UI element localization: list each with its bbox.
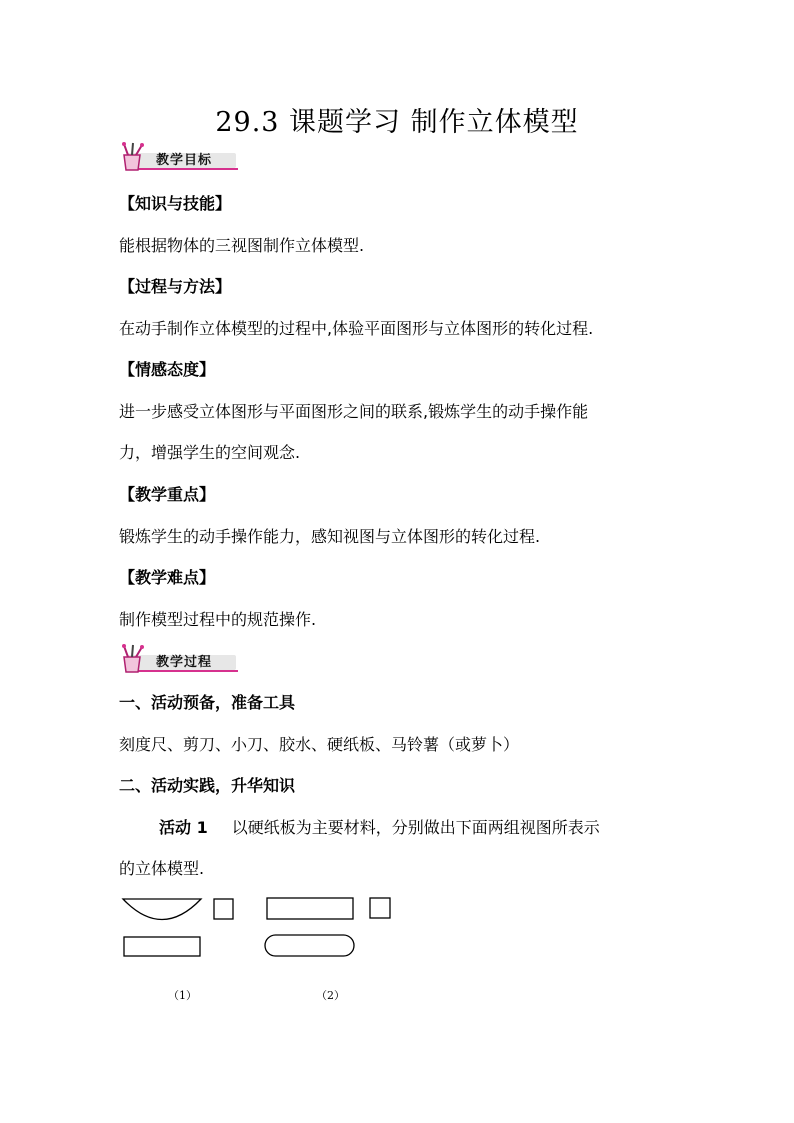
difficulty-text: 制作模型过程中的规范操作. — [119, 610, 317, 629]
tools-text: 刻度尺、剪刀、小刀、胶水、硬纸板、马铃薯（或萝卜） — [119, 735, 520, 754]
figure-caption-1: （1） — [168, 989, 197, 1002]
segment-front-view — [123, 899, 201, 920]
figure-caption-2: （2） — [316, 989, 345, 1002]
key-point-heading: 【教学重点】 — [119, 485, 216, 504]
step-1-heading: 一、活动预备，准备工具 — [119, 693, 296, 712]
activity-line-1 — [159, 815, 600, 838]
method-heading: 【过程与方法】 — [119, 277, 232, 296]
method-text: 在动手制作立体模型的过程中,体验平面图形与立体图形的转化过程. — [119, 319, 594, 338]
knowledge-text: 能根据物体的三视图制作立体模型. — [119, 236, 365, 255]
emotion-text-line-2: 力，增强学生的空间观念. — [119, 443, 301, 462]
key-point-text: 锻炼学生的动手操作能力，感知视图与立体图形的转化过程. — [119, 527, 541, 546]
pencil-cup-icon — [118, 141, 154, 173]
square-side-view — [214, 899, 233, 919]
emotion-text-line-1: 进一步感受立体图形与平面图形之间的联系,锻炼学生的动手操作能 — [119, 402, 589, 421]
knowledge-heading: 【知识与技能】 — [119, 194, 232, 213]
rectangle-top-view — [124, 937, 200, 956]
badge-label: 教学过程 — [156, 655, 213, 670]
page-title: 29.3 课题学习 制作立体模型 — [215, 107, 579, 138]
activity-label: 活动 1 — [159, 818, 208, 837]
three-view-figure — [115, 890, 405, 970]
activity-line-2: 的立体模型. — [119, 859, 205, 878]
section-badge-process — [118, 643, 238, 675]
step-2-heading: 二、活动实践，升华知识 — [119, 776, 296, 795]
difficulty-heading: 【教学难点】 — [119, 568, 216, 587]
section-badge-objectives — [118, 141, 238, 173]
activity-text: 以硬纸板为主要材料，分别做出下面两组视图所表示 — [231, 818, 600, 837]
emotion-heading: 【情感态度】 — [119, 360, 216, 379]
badge-label: 教学目标 — [156, 153, 213, 168]
square-side-view-2 — [370, 898, 390, 918]
stadium-top-view — [265, 935, 354, 956]
pencil-cup-icon — [118, 643, 154, 675]
rectangle-front-view — [267, 898, 353, 919]
